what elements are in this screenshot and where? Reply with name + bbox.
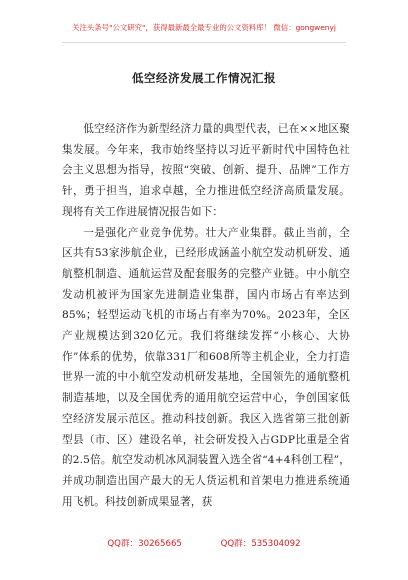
document-title: 低空经济发展工作情况汇报 [132,71,276,85]
header-banner: 关注头条号"公文研究"，获得最新最全最专业的公文资料库！ 微信：gongwenyj [72,23,336,32]
qq-group-2: QQ群：535304092 [220,539,301,549]
paragraph-intro: 低空经济作为新型经济力量的典型代表，已在××地区聚集发展。今年来，我市始终坚持以习近平新时代中国特色社会主义思想为指导，按照“突破、创新、提升、品牌”工作方针，勇于担当，追求卓越，全力推进低空经济高质量发展。现将有关工作进展情况报告如下： [62,123,350,218]
header-divider [62,42,346,43]
qq-group-1: QQ群：30265665 [107,539,182,549]
paragraph-industry-advantage: 一是强化产业竞争优势。壮大产业集群。截止当前，全区共有53家涉航企业，已经形成涵盖小航空发动机研发、通航整机制造、通航运营及配套服务的完整产业链。中小航空发动机被评为国家先进制造业集群，国内市场占有率达到85%；轻型运动飞机的市场占有率为70%。2023年，全区产业规模达到320亿元。我们将继续发挥“小核心、大协作”体系的优势，依靠331厂和608所等主机企业，全力打造世界一流的中小航空发动机研发基地，全国领先的通航整机制造基地，以及全国优秀的通用航空运营中心，争创国家低空经济发展示范区。推动科技创新。我区入选省第三批创新型县（市、区）建设名单，社会研发投入占GDP比重是全省的2.5倍。航空发动机冰风洞装置入选全省“4+4科创工程”，并成功制造出国产最大的无人货运机和首架电力推进系统通用飞机。科技创新成果显著，获 [62,226,350,508]
footer-contact [0,537,408,549]
document-body [62,119,350,512]
